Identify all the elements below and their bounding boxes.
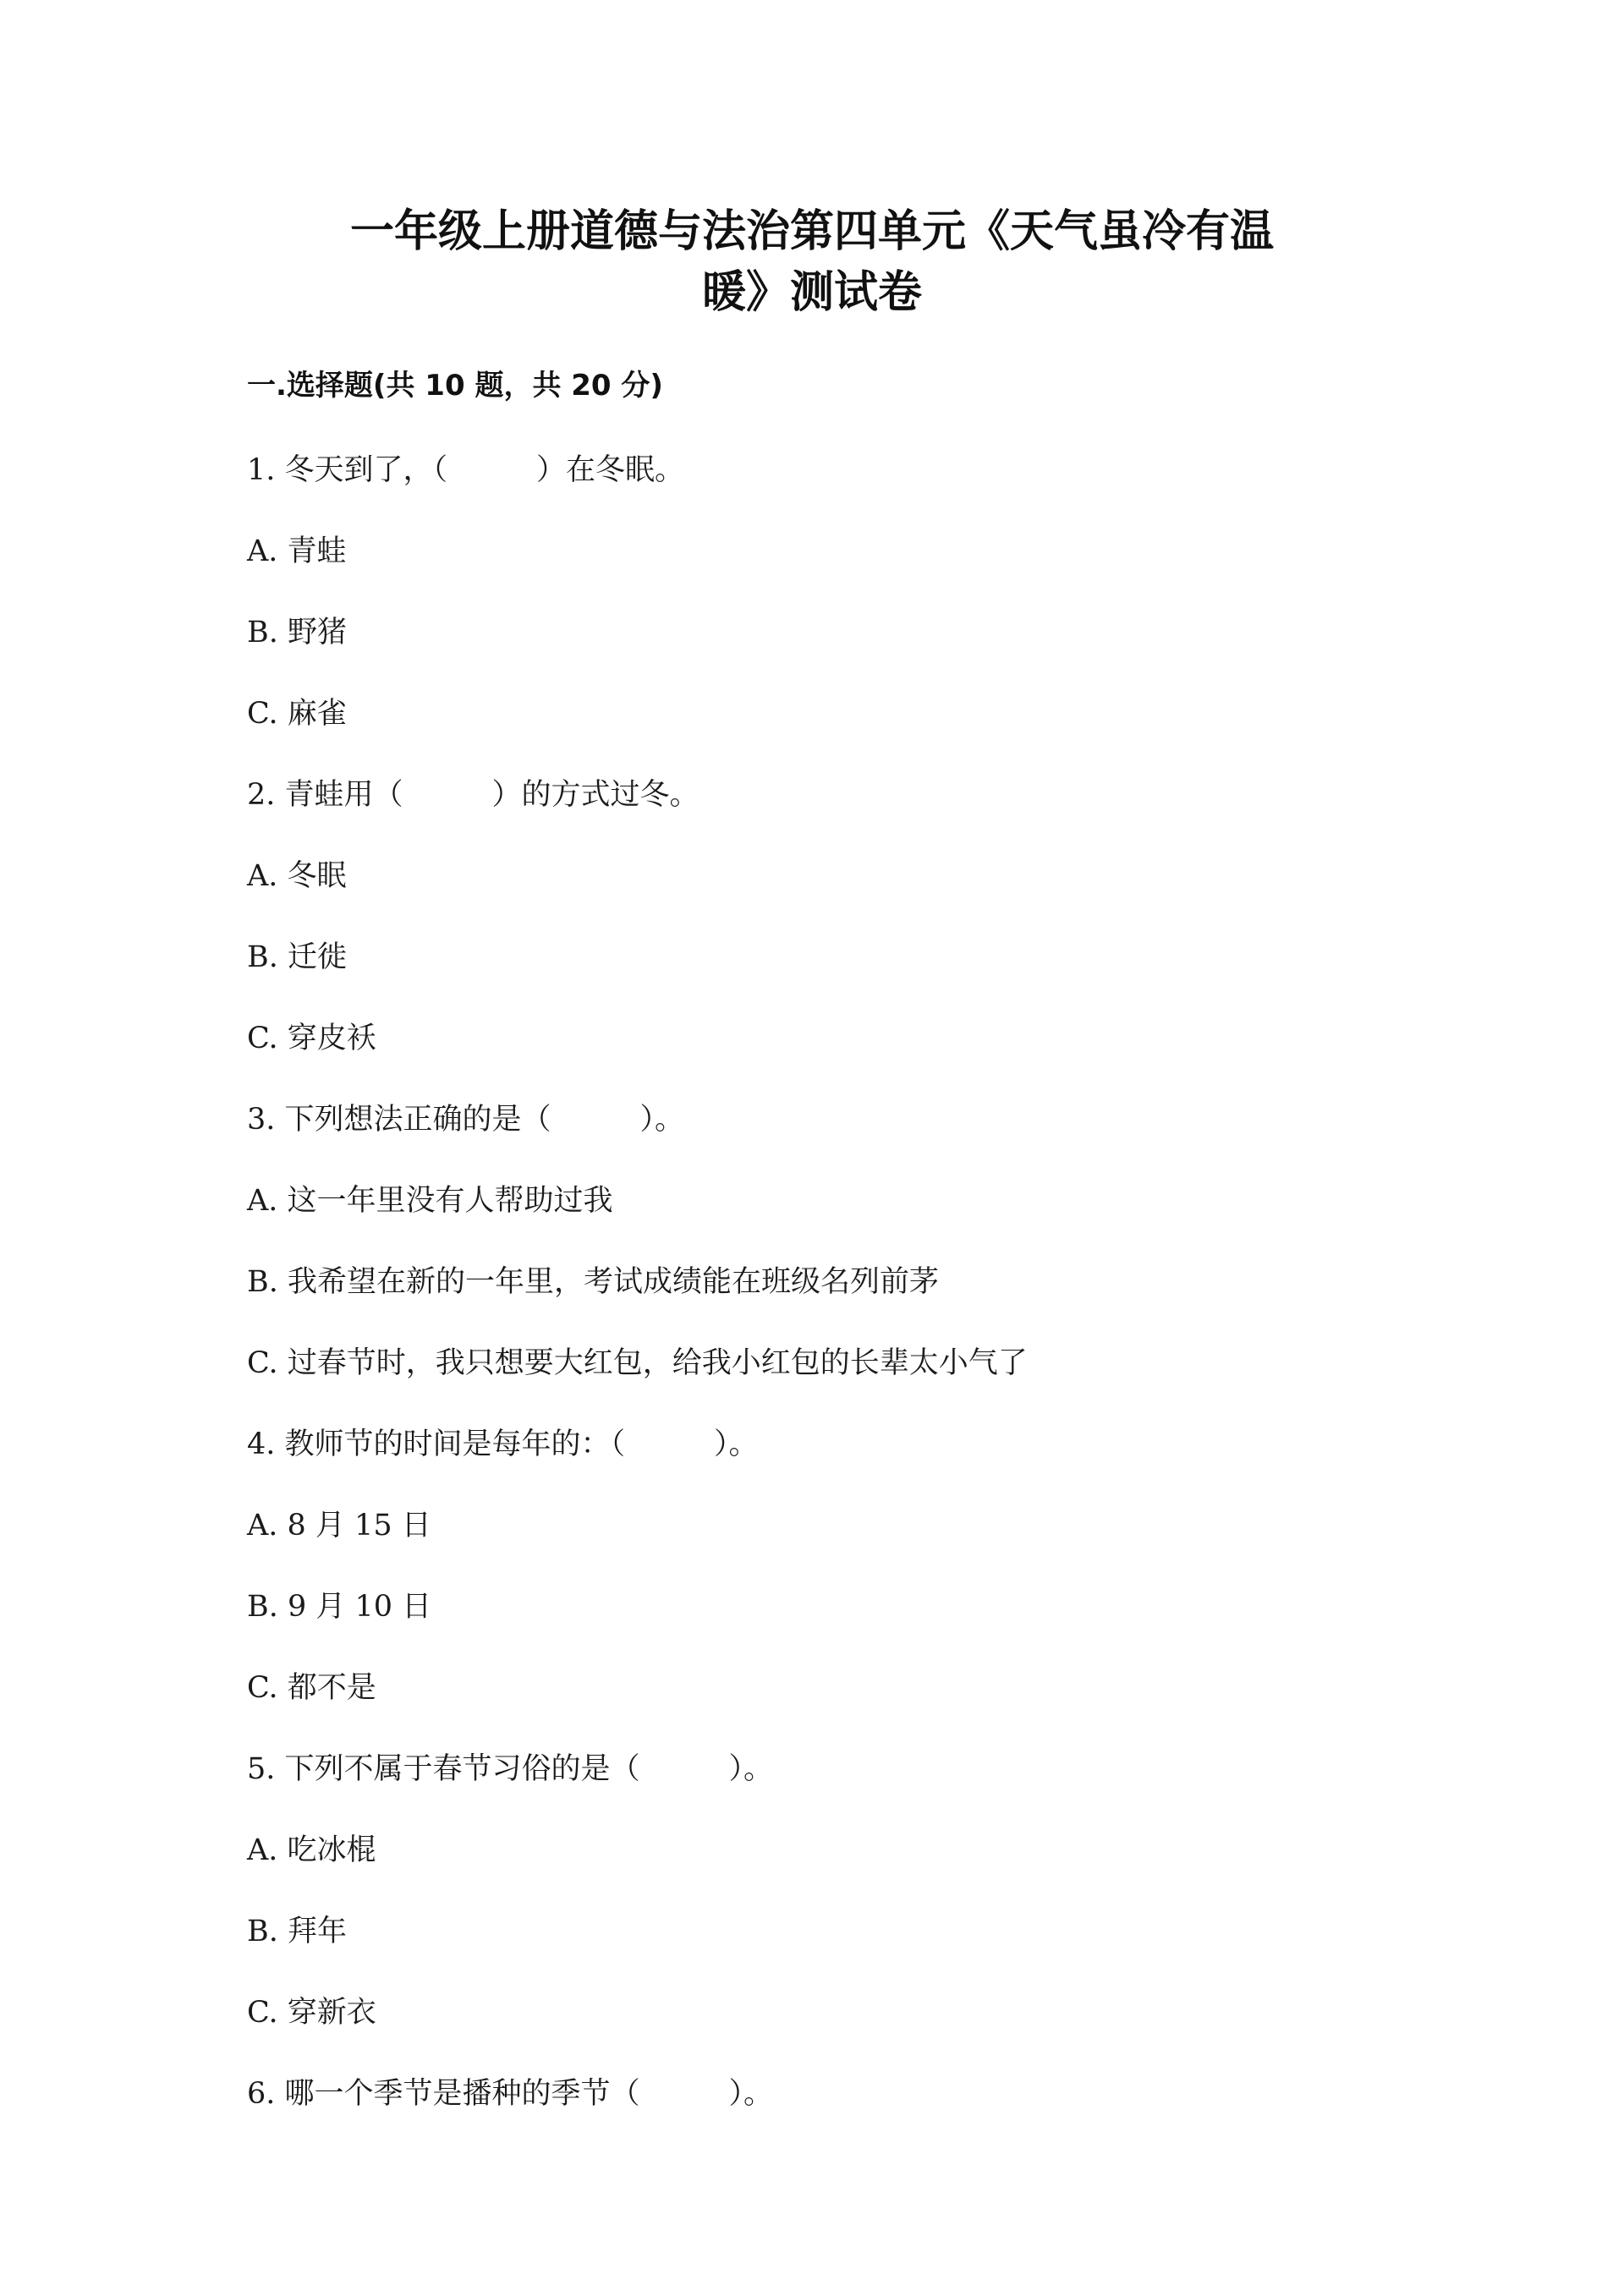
answer-option: A. 青蛙 (247, 534, 347, 568)
answer-option: C. 都不是 (247, 1671, 376, 1705)
answer-option: A. 冬眠 (247, 859, 347, 893)
answer-option: A. 8 月 15 日 (247, 1509, 431, 1543)
page-title-line-2: 暖》测试卷 (701, 267, 922, 318)
page-title-line-1: 一年级上册道德与法治第四单元《天气虽冷有温 (349, 206, 1274, 257)
question-stem: 1. 冬天到了，（ ）在冬眠。 (247, 453, 685, 487)
question-stem: 5. 下列不属于春节习俗的是（ ）。 (247, 1752, 774, 1786)
question-stem: 4. 教师节的时间是每年的：（ ）。 (247, 1427, 759, 1461)
answer-option: B. 9 月 10 日 (247, 1590, 432, 1624)
answer-option: A. 吃冰棍 (247, 1833, 376, 1867)
answer-option: A. 这一年里没有人帮助过我 (247, 1184, 613, 1218)
answer-option: C. 麻雀 (247, 697, 347, 731)
answer-option: B. 野猪 (247, 616, 347, 649)
answer-option: B. 我希望在新的一年里，考试成绩能在班级名列前茅 (247, 1265, 939, 1299)
question-stem: 2. 青蛙用（ ）的方式过冬。 (247, 778, 700, 812)
answer-option: C. 过春节时，我只想要大红包，给我小红包的长辈太小气了 (247, 1346, 1028, 1380)
answer-option: C. 穿皮袄 (247, 1022, 376, 1055)
question-stem: 6. 哪一个季节是播种的季节（ ）。 (247, 2077, 774, 2111)
answer-option: B. 拜年 (247, 1915, 347, 1948)
answer-option: C. 穿新衣 (247, 1996, 376, 2030)
answer-option: B. 迁徙 (247, 940, 347, 974)
section-heading: 一.选择题(共 10 题，共 20 分) (247, 369, 663, 403)
question-stem: 3. 下列想法正确的是（ ）。 (247, 1103, 685, 1137)
